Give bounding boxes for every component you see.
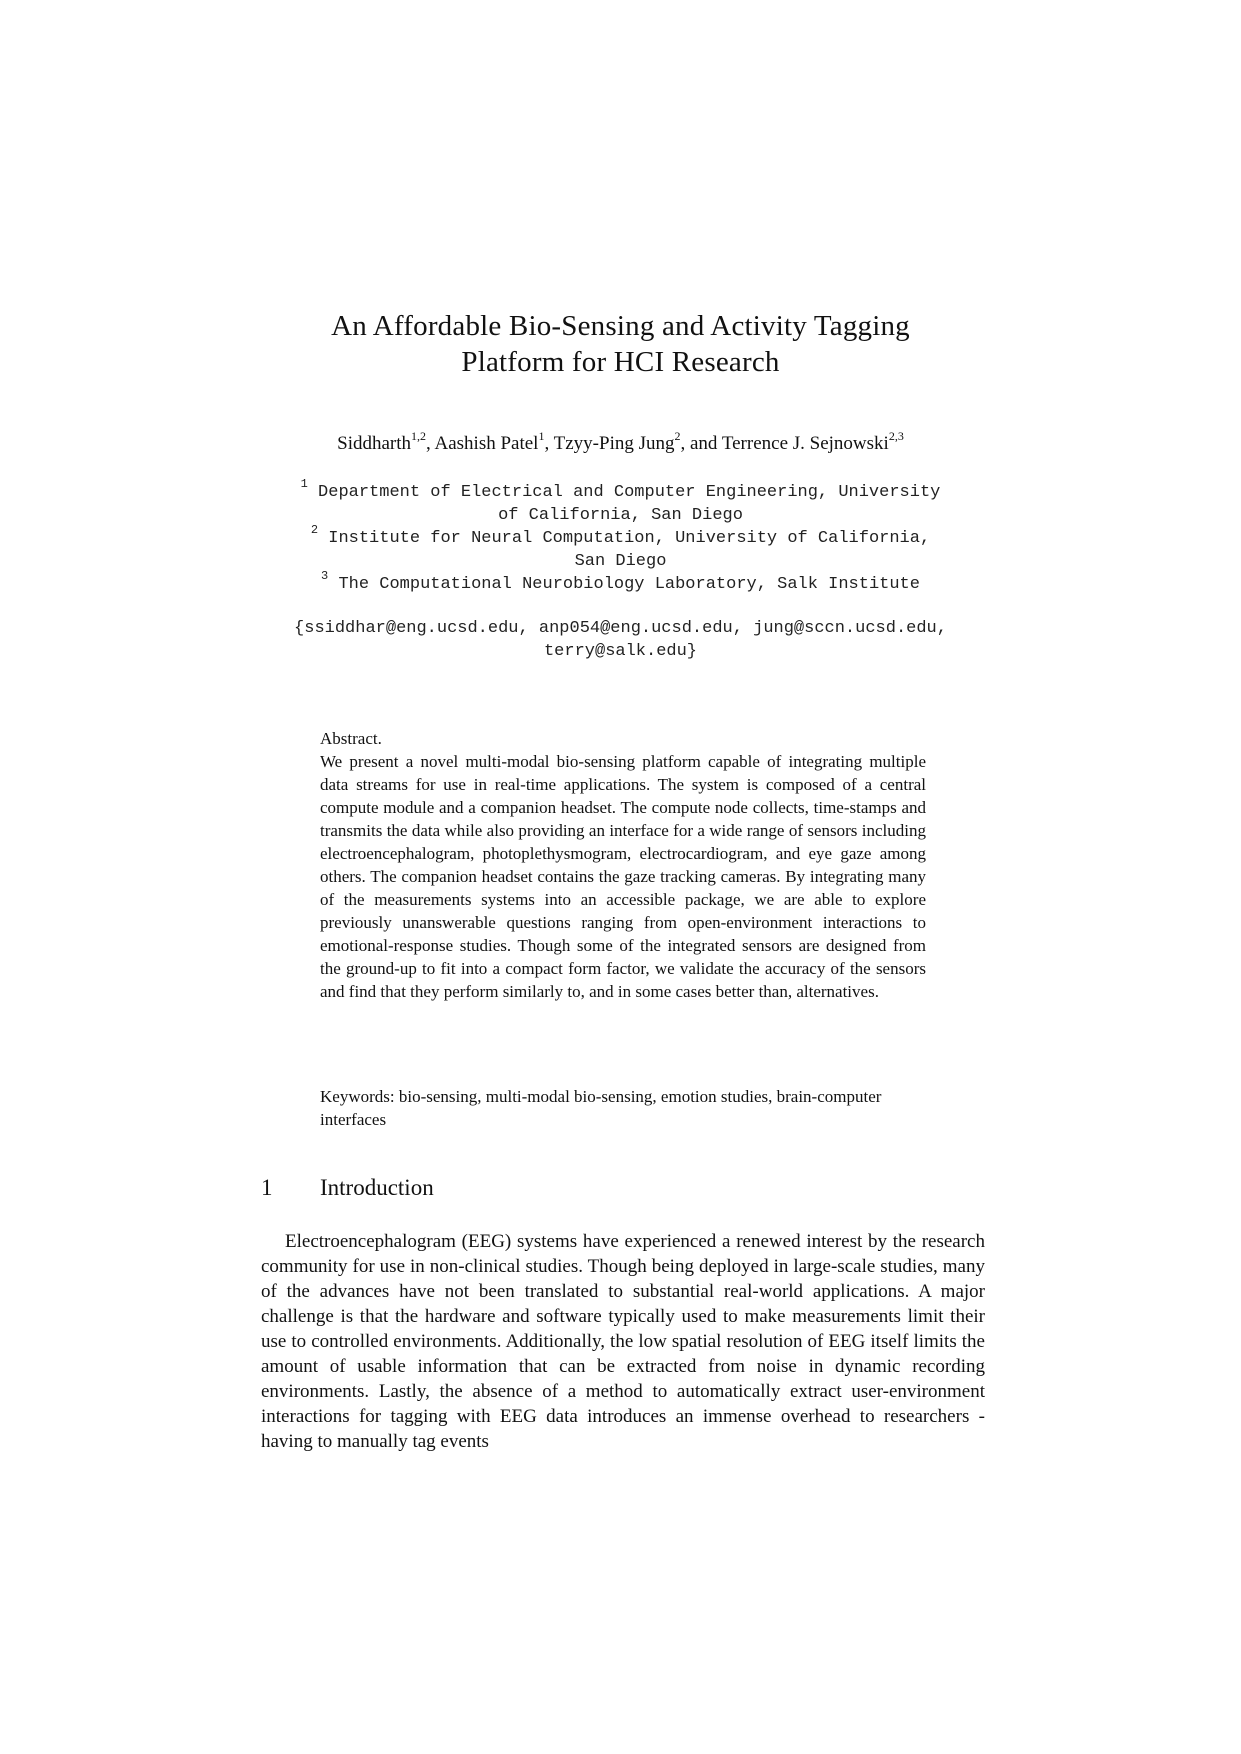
affiliation-number: 1 — [300, 477, 308, 492]
author-affiliation-mark: 1 — [538, 428, 545, 443]
paper-title — [200, 308, 1041, 380]
author-name: Aashish Patel — [434, 433, 539, 454]
affiliation-text: Department of Electrical and Computer Engineering, University — [318, 483, 941, 502]
email-line-1: {ssiddhar@eng.ucsd.edu, anp054@eng.ucsd.edu, jung@sccn.ucsd.edu, — [294, 619, 947, 638]
title-line-2: Platform for HCI Research — [461, 346, 780, 378]
section-title: Introduction — [320, 1175, 434, 1200]
email-line-2: terry@salk.edu} — [543, 642, 698, 661]
keywords-label: Keywords: — [320, 1087, 395, 1106]
section-number: 1 — [261, 1175, 273, 1200]
affiliation-list — [240, 477, 1001, 596]
affiliation-text-cont: San Diego — [574, 552, 667, 571]
affiliation-text: The Computational Neurobiology Laboratory, Salk Institute — [338, 575, 920, 594]
keywords-text: bio-sensing, multi-modal bio-sensing, emotion studies, brain-computer interfaces — [320, 1087, 882, 1129]
affiliation-number: 2 — [310, 523, 319, 538]
abstract — [320, 727, 926, 1003]
section-heading-introduction — [261, 1174, 434, 1202]
affiliation-number: 3 — [321, 569, 329, 584]
affiliation — [240, 569, 1001, 596]
keywords — [320, 1085, 926, 1131]
author-list — [200, 428, 1041, 456]
author-affiliation-mark: 1,2 — [411, 428, 427, 443]
title-line-1: An Affordable Bio-Sensing and Activity Tagging — [331, 310, 910, 342]
affiliation-text: Institute for Neural Computation, University of California, — [328, 529, 931, 548]
author-separator: , — [426, 433, 435, 454]
affiliation — [240, 523, 1001, 573]
affiliation — [240, 477, 1001, 527]
author-separator: , — [544, 433, 554, 454]
affiliation-text-cont: of California, San Diego — [498, 506, 743, 525]
introduction-paragraph: Electroencephalogram (EEG) systems have experienced a renewed interest by the research community for use in non-clinical studies. Though being deployed in large-scale studies, many of the advances have not been translated to substantial real-world applications. A major challenge is that the hardware and software typically used to make measurements limit their use to controlled environments. Additionally, the low spatial resolution of EEG itself limits the amount of usable information that can be extracted from noise in dynamic recording environments. Lastly, the absence of a method to automatically extract user-environment interactions for tagging with EEG data introduces an immense overhead to researchers - having to manually tag events — [261, 1231, 985, 1452]
abstract-body: We present a novel multi-modal bio-sensing platform capable of integrating multiple data streams for use in real-time applications. The system is composed of a central compute module and a companion headset. The compute node collects, time-stamps and transmits the data while also providing an interface for a wide range of sensors including electroencephalogram, photoplethysmogram, electrocardiogram, and eye gaze among others. The companion headset contains the gaze tracking cameras. By integrating many of the measurements systems into an accessible package, we are able to explore previously unanswerable questions ranging from open-environment interactions to emotional-response studies. Though some of the integrated sensors are designed from the ground-up to fit into a compact form factor, we validate the accuracy of the sensors and find that they perform similarly to, and in some cases better than, alternatives. — [320, 752, 926, 1001]
author-separator: , and — [680, 433, 722, 454]
author-name: Tzyy-Ping Jung — [553, 433, 675, 454]
author-emails — [240, 617, 1001, 663]
author-name: Terrence J. Sejnowski — [721, 433, 889, 454]
abstract-heading: Abstract. — [320, 729, 382, 748]
author-affiliation-mark: 2 — [674, 428, 681, 443]
author-name: Siddharth — [337, 433, 412, 454]
author-affiliation-mark: 2,3 — [888, 428, 904, 443]
